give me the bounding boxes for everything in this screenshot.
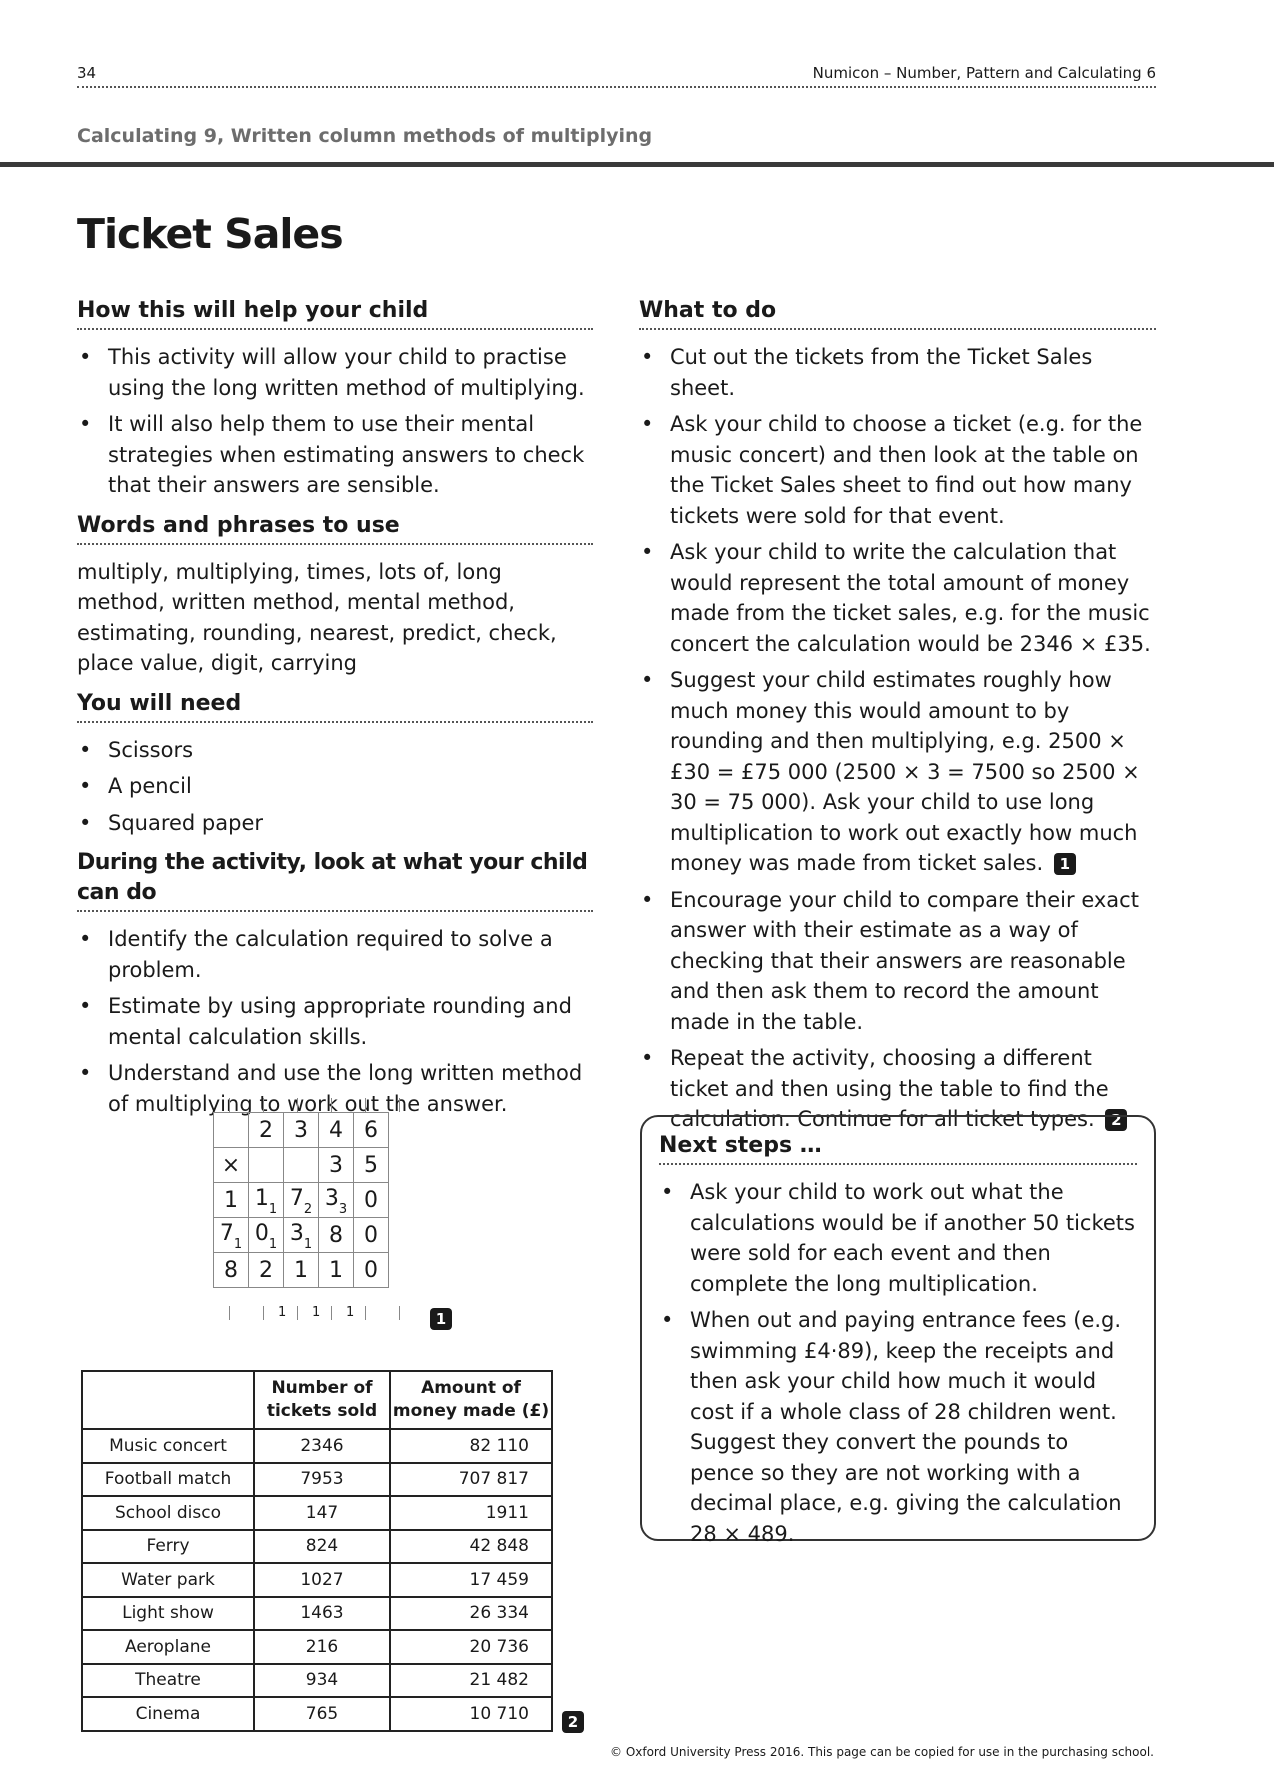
carry-digit: 3 — [338, 1202, 348, 1218]
event-cell: Light show — [82, 1597, 254, 1631]
grid-digit: 3 — [329, 1152, 343, 1178]
grid-cell — [284, 1113, 319, 1148]
event-cell: Cinema — [82, 1697, 254, 1731]
grid-cell — [214, 1183, 249, 1218]
tickets-sold-cell: 216 — [254, 1630, 390, 1664]
grid-digit: 4 — [329, 1117, 343, 1143]
tickets-sold-cell: 824 — [254, 1530, 390, 1564]
table-row — [82, 1563, 552, 1597]
amount-cell: 21 482 — [390, 1664, 552, 1698]
grid-digit: 1 — [329, 1257, 343, 1283]
list-item: • It will also help them to use their mental strategies when estimating answers to check that their answers are sensible. — [77, 409, 593, 501]
step-badge: 2 — [1105, 1109, 1127, 1131]
table-row — [82, 1697, 552, 1731]
grid-top-stub — [229, 1098, 230, 1112]
grid-digit: 0 — [364, 1257, 378, 1283]
next-steps-content — [659, 1131, 1137, 1559]
tickets-sold-cell: 2346 — [254, 1429, 390, 1463]
list-item: • Cut out the tickets from the Ticket Sales sheet. — [639, 342, 1156, 403]
book-title: Numicon – Number, Pattern and Calculating 6 — [812, 64, 1156, 82]
multiplication-grid — [213, 1112, 389, 1288]
grid-cell — [249, 1148, 284, 1183]
table-row — [82, 1664, 552, 1698]
grid-cell — [249, 1253, 284, 1288]
copyright-footer: © Oxford University Press 2016. This page can be copied for use in the purchasing school. — [610, 1745, 1154, 1759]
grid-cell — [284, 1148, 319, 1183]
grid-digit: × — [221, 1152, 241, 1178]
grid-cell — [319, 1183, 354, 1218]
list-item: • Ask your child to write the calculation that would represent the total amount of money made from the ticket sales, e.g. for the music concert the calculation would be 2346 × £35. — [639, 537, 1156, 659]
table-header-row — [82, 1371, 552, 1429]
grid-cell — [249, 1113, 284, 1148]
grid-badge: 1 — [430, 1308, 452, 1330]
during-list — [77, 924, 593, 1119]
carry-digit: 1 — [278, 1305, 287, 1320]
tickets-sold-cell: 147 — [254, 1496, 390, 1530]
list-item: • When out and paying entrance fees (e.g. swimming £4·89), keep the receipts and then ask your child how much it would cost if a whole class of 28 children went. Suggest they convert the pounds to pence so they are not working with a decimal place, e.g. giving the calculation 28 × 489. — [659, 1305, 1137, 1549]
grid-cell — [319, 1253, 354, 1288]
grid-cell — [354, 1113, 389, 1148]
list-item: • Squared paper — [77, 808, 593, 839]
tickets-sold-cell: 765 — [254, 1697, 390, 1731]
grid-cell — [284, 1253, 319, 1288]
grid-digit: 8 — [224, 1257, 238, 1283]
section-divider — [0, 162, 1274, 167]
tickets-table — [81, 1370, 553, 1732]
what-to-do-list — [639, 342, 1156, 1135]
table-row — [82, 1630, 552, 1664]
table-row — [82, 1463, 552, 1497]
during-heading: During the activity, look at what your child can do — [77, 848, 593, 912]
grid-digit: 2 — [259, 1257, 273, 1283]
grid-row — [214, 1183, 389, 1218]
grid-row — [214, 1218, 389, 1253]
amount-cell: 707 817 — [390, 1463, 552, 1497]
amount-cell: 10 710 — [390, 1697, 552, 1731]
grid-top-stub — [399, 1098, 400, 1112]
event-cell: Water park — [82, 1563, 254, 1597]
list-item: • Scissors — [77, 735, 593, 766]
grid-cell — [319, 1218, 354, 1253]
carry-digit: 2 — [303, 1202, 313, 1218]
list-item: • This activity will allow your child to practise using the long written method of multiplying. — [77, 342, 593, 403]
amount-cell: 1911 — [390, 1496, 552, 1530]
list-item: • Ask your child to choose a ticket (e.g. for the music concert) and then look at the table on the Ticket Sales sheet to find out how many tickets were sold for that event. — [639, 409, 1156, 531]
carry-digit: 1 — [303, 1237, 313, 1253]
amount-cell: 42 848 — [390, 1530, 552, 1564]
table-row — [82, 1496, 552, 1530]
event-cell: Aeroplane — [82, 1630, 254, 1664]
tickets-sold-cell: 1027 — [254, 1563, 390, 1597]
right-column — [639, 296, 1156, 1145]
next-steps-heading: Next steps … — [659, 1131, 1137, 1165]
carry-digit: 1 — [268, 1202, 278, 1218]
list-item — [639, 665, 1156, 879]
grid-bottom-stubs — [213, 1306, 421, 1320]
list-item: • Ask your child to work out what the calculations would be if another 50 tickets were sold for each event and then complete the long multiplication. — [659, 1177, 1137, 1299]
section-title: Calculating 9, Written column methods of multiplying — [77, 125, 653, 147]
page-number: 34 — [77, 64, 97, 82]
grid-cell — [319, 1148, 354, 1183]
help-heading: How this will help your child — [77, 296, 593, 330]
need-list — [77, 735, 593, 839]
column-header: Amount of money made (£) — [390, 1371, 552, 1429]
grid-digit: 3 — [294, 1117, 308, 1143]
list-item-text: Repeat the activity, choosing a different ticket and then using the table to find the calculation. Continue for all ticket types. — [670, 1046, 1109, 1131]
list-item: • Encourage your child to compare their exact answer with their estimate as a way of checking that their answers are reasonable and then ask them to record the amount made in the table. — [639, 885, 1156, 1038]
words-text: multiply, multiplying, times, lots of, long method, written method, mental method, estimating, rounding, nearest, predict, check, place value, digit, carrying — [77, 559, 557, 675]
grid-row — [214, 1113, 389, 1148]
list-item: • Estimate by using appropriate rounding and mental calculation skills. — [77, 991, 593, 1052]
carry-digit: 1 — [233, 1237, 243, 1253]
amount-cell: 20 736 — [390, 1630, 552, 1664]
amount-cell: 26 334 — [390, 1597, 552, 1631]
tickets-sold-cell: 934 — [254, 1664, 390, 1698]
grid-row — [214, 1253, 389, 1288]
grid-cell — [214, 1218, 249, 1253]
carry-digit: 1 — [312, 1305, 321, 1320]
grid-cell — [354, 1253, 389, 1288]
table-badge: 2 — [562, 1711, 584, 1733]
carry-digit: 1 — [346, 1305, 355, 1320]
grid-digit: 0 — [364, 1222, 378, 1248]
grid-digit: 1 — [224, 1187, 238, 1213]
grid-digit: 5 — [364, 1152, 378, 1178]
grid-digit: 1 — [294, 1257, 308, 1283]
list-item-text: Suggest your child estimates roughly how much money this would amount to by rounding and then multiplying, e.g. 2500 × £30 = £75 000 (2500 × 3 = 7500 so 2500 × 30 = 75 000). Ask your child to use long multiplication to work out exactly how much money was made from ticket sales. — [670, 668, 1140, 875]
grid-digit: 3 — [324, 1185, 339, 1211]
help-list — [77, 342, 593, 501]
grid-cell — [284, 1183, 319, 1218]
grid-cell — [319, 1113, 354, 1148]
table-row — [82, 1530, 552, 1564]
next-steps-list — [659, 1177, 1137, 1549]
grid-row — [214, 1148, 389, 1183]
grid-digit: 8 — [329, 1222, 343, 1248]
grid-cell — [214, 1148, 249, 1183]
grid-top-stub — [297, 1098, 298, 1112]
grid-top-stub — [331, 1098, 332, 1112]
grid-cell — [284, 1218, 319, 1253]
what-to-do-heading: What to do — [639, 296, 1156, 330]
list-item: • Identify the calculation required to solve a problem. — [77, 924, 593, 985]
tickets-sold-cell: 1463 — [254, 1597, 390, 1631]
grid-cell — [354, 1148, 389, 1183]
event-cell: Football match — [82, 1463, 254, 1497]
grid-digit: 0 — [254, 1220, 269, 1246]
grid-top-stub — [365, 1098, 366, 1112]
grid-cell — [214, 1113, 249, 1148]
event-cell: School disco — [82, 1496, 254, 1530]
words-heading: Words and phrases to use — [77, 511, 593, 545]
grid-cell — [249, 1218, 284, 1253]
grid-cell — [249, 1183, 284, 1218]
grid-digit: 0 — [364, 1187, 378, 1213]
list-item: • A pencil — [77, 771, 593, 802]
amount-cell: 17 459 — [390, 1563, 552, 1597]
grid-digit: 1 — [254, 1185, 269, 1211]
header-divider — [77, 86, 1156, 88]
grid-top-stub — [263, 1098, 264, 1112]
grid-digit: 6 — [364, 1117, 378, 1143]
carry-digit: 1 — [268, 1237, 278, 1253]
grid-cell — [354, 1218, 389, 1253]
grid-cell — [354, 1183, 389, 1218]
page-title: Ticket Sales — [77, 210, 343, 258]
event-cell: Ferry — [82, 1530, 254, 1564]
amount-cell: 82 110 — [390, 1429, 552, 1463]
grid-digit: 2 — [259, 1117, 273, 1143]
grid-cell — [214, 1253, 249, 1288]
list-item: • Understand and use the long written method of multiplying to work out the answer. — [77, 1058, 593, 1119]
grid-digit: 7 — [219, 1220, 234, 1246]
table-row — [82, 1597, 552, 1631]
event-cell: Music concert — [82, 1429, 254, 1463]
event-cell: Theatre — [82, 1664, 254, 1698]
grid-digit: 7 — [289, 1185, 304, 1211]
column-header — [82, 1371, 254, 1429]
table-row — [82, 1429, 552, 1463]
grid-digit: 3 — [289, 1220, 304, 1246]
tickets-sold-cell: 7953 — [254, 1463, 390, 1497]
column-header: Number of tickets sold — [254, 1371, 390, 1429]
left-column — [77, 296, 593, 1129]
step-badge: 1 — [1054, 853, 1076, 875]
need-heading: You will need — [77, 689, 593, 723]
